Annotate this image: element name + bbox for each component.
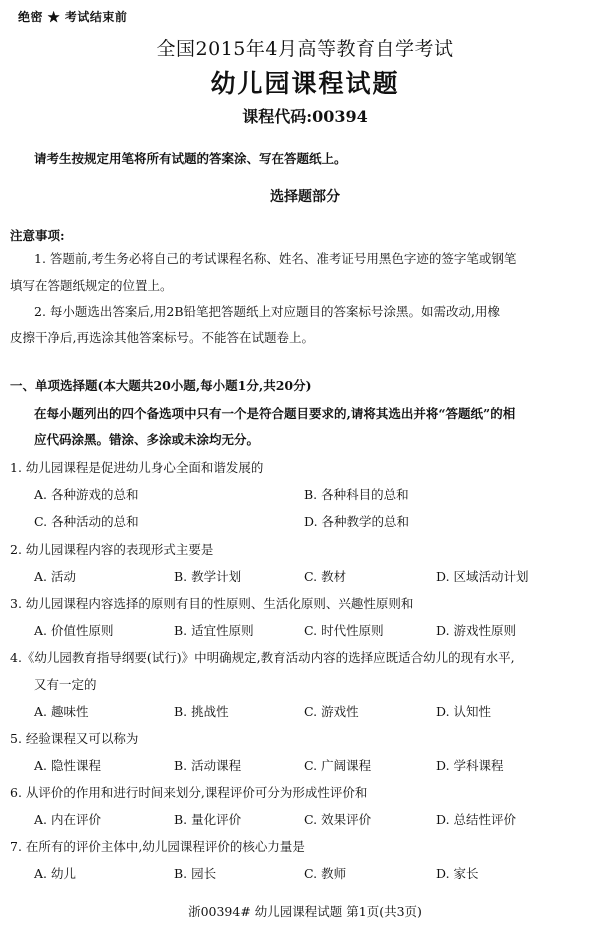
question-stem-continued: 又有一定的	[34, 677, 97, 692]
subject-title: 幼儿园课程试题	[210, 69, 400, 98]
option-d: D. 认知性	[436, 704, 492, 719]
option-b: B. 各种科目的总和	[304, 487, 409, 502]
notice-line: 皮擦干净后,再选涂其他答案标号。不能答在试题卷上。	[10, 330, 314, 345]
option-b: B. 量化评价	[174, 812, 242, 827]
notice-line: 填写在答题纸规定的位置上。	[10, 278, 173, 293]
option-c: C. 广阔课程	[304, 758, 372, 773]
option-b: B. 教学计划	[174, 569, 242, 584]
option-a: A. 幼儿	[34, 866, 76, 881]
option-c: C. 时代性原则	[304, 623, 384, 638]
option-c: C. 各种活动的总和	[34, 514, 139, 529]
option-d: D. 区域活动计划	[436, 569, 529, 584]
course-code: 课程代码:00394	[242, 107, 368, 126]
exam-title: 全国2015年4月高等教育自学考试	[156, 38, 454, 60]
section-title: 选择题部分	[270, 189, 340, 205]
option-d: D. 游戏性原则	[436, 623, 517, 638]
answer-instruction: 请考生按规定用笔将所有试题的答案涂、写在答题纸上。	[34, 151, 347, 166]
option-c: C. 教师	[304, 866, 347, 881]
part-description-line: 应代码涂黑。错涂、多涂或未涂均无分。	[34, 432, 260, 447]
option-c: C. 效果评价	[304, 812, 372, 827]
notice-line: 2. 每小题选出答案后,用2B铅笔把答题纸上对应题目的答案标号涂黑。如需改动,用橡	[34, 304, 500, 319]
option-d: D. 总结性评价	[436, 812, 517, 827]
question-stem: 5. 经验课程又可以称为	[10, 731, 139, 746]
question-stem: 7. 在所有的评价主体中,幼儿园课程评价的核心力量是	[10, 839, 305, 854]
option-d: D. 家长	[436, 866, 479, 881]
option-a: A. 各种游戏的总和	[34, 487, 139, 502]
page-footer: 浙00394# 幼儿园课程试题 第1页(共3页)	[188, 904, 422, 919]
confidential-label: 绝密 ★ 考试结束前	[18, 10, 128, 24]
question-stem: 2. 幼儿园课程内容的表现形式主要是	[10, 542, 214, 557]
option-d: D. 学科课程	[436, 758, 504, 773]
part-description-line: 在每小题列出的四个备选项中只有一个是符合题目要求的,请将其选出并将“答题纸”的相	[34, 406, 516, 421]
option-a: A. 趣味性	[34, 704, 89, 719]
option-b: B. 活动课程	[174, 758, 242, 773]
question-stem: 4.《幼儿园教育指导纲要(试行)》中明确规定,教育活动内容的选择应既适合幼儿的现有水平,	[10, 650, 515, 665]
part-title: 一、单项选择题(本大题共20小题,每小题1分,共20分)	[10, 378, 312, 393]
option-a: A. 活动	[34, 569, 76, 584]
notice-line: 1. 答题前,考生务必将自己的考试课程名称、姓名、准考证号用黑色字迹的签字笔或钢笔	[34, 251, 517, 266]
option-b: B. 挑战性	[174, 704, 229, 719]
option-a: A. 隐性课程	[34, 758, 101, 773]
option-d: D. 各种教学的总和	[304, 514, 410, 529]
option-a: A. 价值性原则	[34, 623, 114, 638]
question-stem: 6. 从评价的作用和进行时间来划分,课程评价可分为形成性评价和	[10, 785, 368, 800]
option-c: C. 游戏性	[304, 704, 359, 719]
notice-title: 注意事项:	[10, 228, 65, 243]
option-a: A. 内在评价	[34, 812, 101, 827]
option-b: B. 园长	[174, 866, 217, 881]
question-stem: 3. 幼儿园课程内容选择的原则有目的性原则、生活化原则、兴趣性原则和	[10, 596, 414, 611]
option-b: B. 适宜性原则	[174, 623, 254, 638]
option-c: C. 教材	[304, 569, 347, 584]
question-stem: 1. 幼儿园课程是促进幼儿身心全面和谐发展的	[10, 460, 264, 475]
